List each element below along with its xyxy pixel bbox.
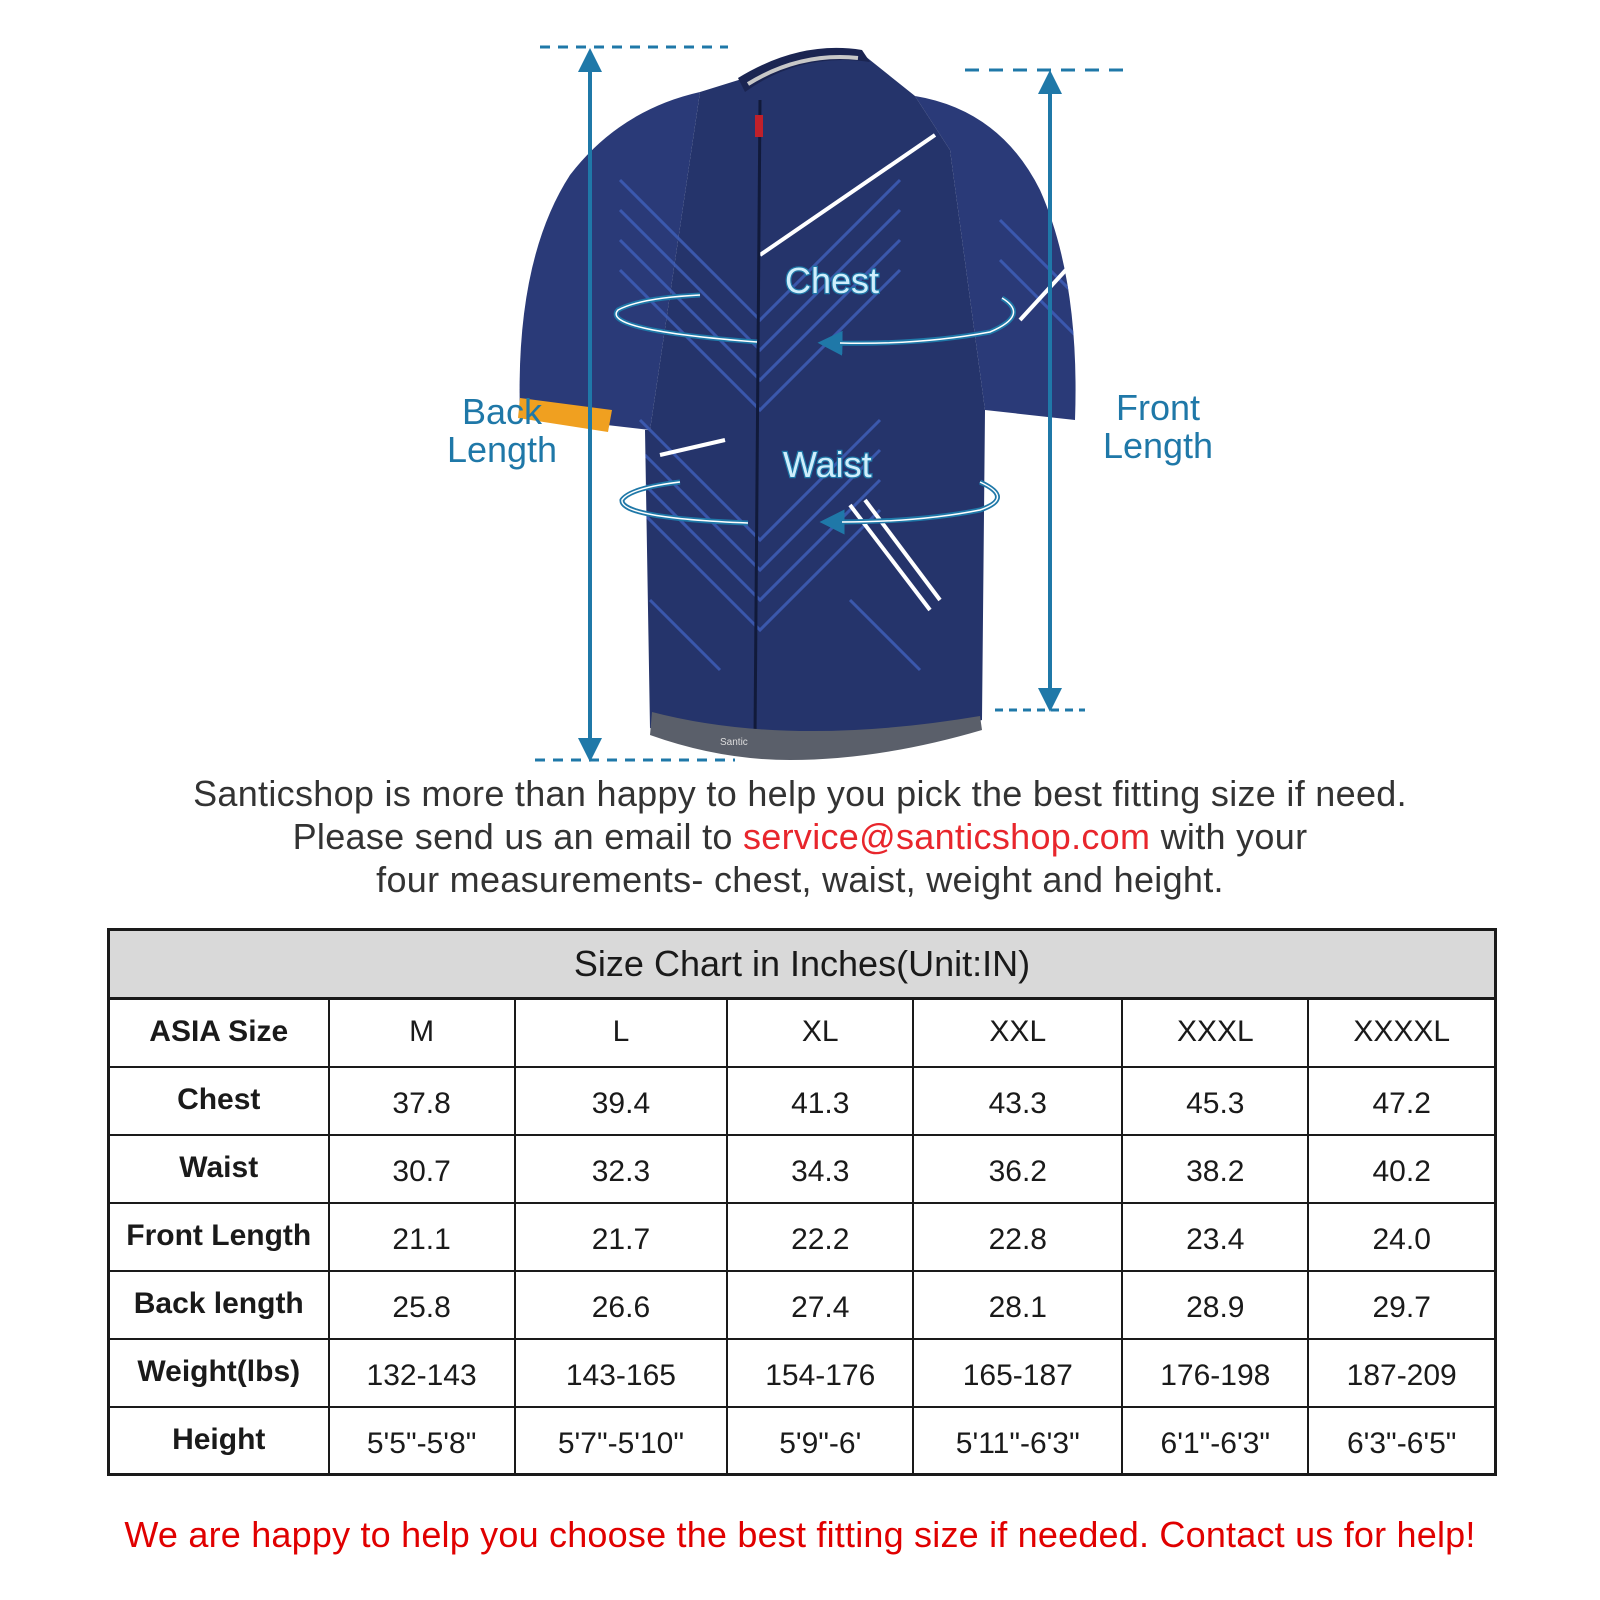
front-length-label-line1: Front — [1115, 387, 1201, 428]
table-cell: 6'1"-6'3" — [1122, 1407, 1308, 1475]
table-cell: 29.7 — [1308, 1271, 1495, 1339]
size-header-label: ASIA Size — [109, 999, 329, 1067]
table-cell: 24.0 — [1308, 1203, 1495, 1271]
table-cell: 5'9"-6' — [727, 1407, 913, 1475]
table-cell: 25.8 — [329, 1271, 515, 1339]
size-header-cell: XXXXL — [1308, 999, 1495, 1067]
table-row — [109, 1407, 1496, 1475]
table-cell: 36.2 — [913, 1135, 1122, 1203]
row-label: Waist — [109, 1135, 329, 1203]
table-cell: 32.3 — [515, 1135, 727, 1203]
jersey-image — [518, 48, 1080, 760]
table-cell: 187-209 — [1308, 1339, 1495, 1407]
chest-label: Chest — [785, 260, 880, 301]
size-chart-table — [107, 928, 1497, 1476]
table-cell: 30.7 — [329, 1135, 515, 1203]
hem-brand-mark: Santic — [720, 737, 748, 748]
back-length-label-line2: Length — [446, 429, 558, 470]
table-cell: 43.3 — [913, 1067, 1122, 1135]
table-cell: 34.3 — [727, 1135, 913, 1203]
table-cell: 6'3"-6'5" — [1308, 1407, 1495, 1475]
table-cell: 5'7"-5'10" — [515, 1407, 727, 1475]
row-label: Height — [109, 1407, 329, 1475]
waist-label: Waist — [783, 444, 872, 485]
table-cell: 27.4 — [727, 1271, 913, 1339]
help-text — [0, 772, 1600, 901]
table-cell: 5'5"-5'8" — [329, 1407, 515, 1475]
table-cell: 154-176 — [727, 1339, 913, 1407]
size-header-cell: XL — [727, 999, 913, 1067]
help-text-line1: Santicshop is more than happy to help you pick the best fitting size if need. — [193, 773, 1407, 814]
table-cell: 22.8 — [913, 1203, 1122, 1271]
table-cell: 165-187 — [913, 1339, 1122, 1407]
size-header-cell: L — [515, 999, 727, 1067]
size-chart-caption: Size Chart in Inches(Unit:IN) — [109, 930, 1496, 999]
row-label: Weight(lbs) — [109, 1339, 329, 1407]
table-row — [109, 1135, 1496, 1203]
front-length-label-line2: Length — [1102, 425, 1214, 466]
size-header-cell: M — [329, 999, 515, 1067]
table-row — [109, 1339, 1496, 1407]
table-cell: 40.2 — [1308, 1135, 1495, 1203]
row-label: Front Length — [109, 1203, 329, 1271]
table-cell: 37.8 — [329, 1067, 515, 1135]
zipper-tag — [755, 115, 763, 137]
table-cell: 28.1 — [913, 1271, 1122, 1339]
footer-help-text: We are happy to help you choose the best fitting size if needed. Contact us for help! — [124, 1514, 1476, 1555]
table-cell: 22.2 — [727, 1203, 913, 1271]
table-cell: 41.3 — [727, 1067, 913, 1135]
table-row — [109, 1067, 1496, 1135]
jersey-measurement-figure — [0, 0, 1600, 780]
table-cell: 143-165 — [515, 1339, 727, 1407]
table-cell: 39.4 — [515, 1067, 727, 1135]
table-cell: 5'11"-6'3" — [913, 1407, 1122, 1475]
help-text-line2-pre: Please send us an email to — [292, 816, 743, 857]
table-cell: 38.2 — [1122, 1135, 1308, 1203]
table-cell: 26.6 — [515, 1271, 727, 1339]
table-cell: 21.7 — [515, 1203, 727, 1271]
email-link[interactable]: service@santicshop.com — [743, 816, 1151, 857]
table-row — [109, 1271, 1496, 1339]
help-text-line3: four measurements- chest, waist, weight and height. — [376, 859, 1224, 900]
table-cell: 176-198 — [1122, 1339, 1308, 1407]
size-header-cell: XXXL — [1122, 999, 1308, 1067]
help-text-line2-post: with your — [1150, 816, 1308, 857]
help-text-line2 — [0, 815, 1600, 858]
size-header-row — [109, 999, 1496, 1067]
table-cell: 132-143 — [329, 1339, 515, 1407]
size-header-cell: XXL — [913, 999, 1122, 1067]
table-cell: 23.4 — [1122, 1203, 1308, 1271]
table-cell: 21.1 — [329, 1203, 515, 1271]
table-cell: 45.3 — [1122, 1067, 1308, 1135]
table-row — [109, 1203, 1496, 1271]
table-cell: 28.9 — [1122, 1271, 1308, 1339]
row-label: Chest — [109, 1067, 329, 1135]
table-cell: 47.2 — [1308, 1067, 1495, 1135]
row-label: Back length — [109, 1271, 329, 1339]
back-length-label-line1: Back — [461, 391, 543, 432]
